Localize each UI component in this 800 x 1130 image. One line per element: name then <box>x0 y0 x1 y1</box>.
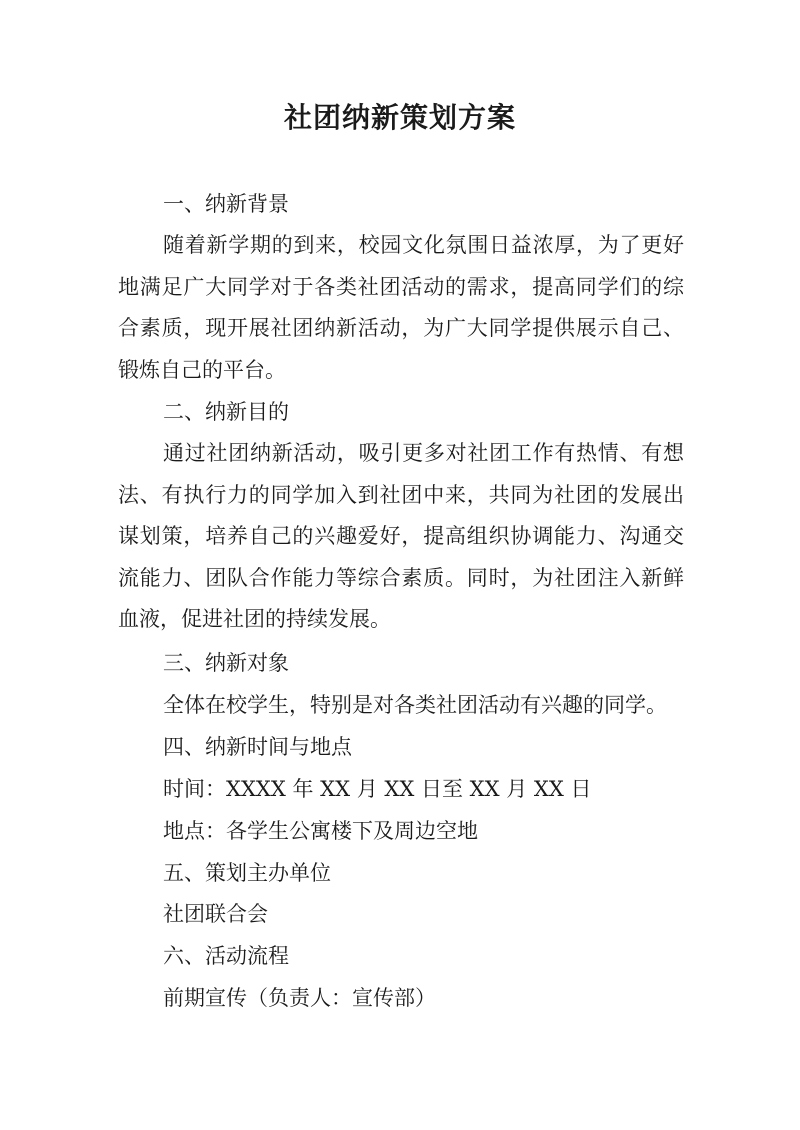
time-text: 时间：XXXX 年 XX 月 XX 日至 XX 月 XX 日 <box>163 777 592 801</box>
section-heading-time-place: 四、纳新时间与地点 <box>163 735 352 759</box>
target-text: 全体在校学生，特别是对各类社团活动有兴趣的同学。 <box>163 693 667 717</box>
organizer-text: 社团联合会 <box>163 902 268 926</box>
section-heading-target: 三、纳新对象 <box>163 651 289 675</box>
section-heading-background: 一、纳新背景 <box>163 192 289 216</box>
section-heading-organizer: 五、策划主办单位 <box>163 861 331 885</box>
paragraph-background: 随着新学期的到来，校园文化氛围日益浓厚，为了更好地满足广大同学对于各类社团活动的需求，提高同学们的综合素质，现开展社团纳新活动，为广大同学提供展示自己、锻炼自己的平台。 <box>118 233 684 382</box>
document-title: 社团纳新策划方案 <box>283 101 516 134</box>
paragraph-purpose: 通过社团纳新活动，吸引更多对社团工作有热情、有想法、有执行力的同学加入到社团中来，共同为社团的发展出谋划策，培养自己的兴趣爱好，提高组织协调能力、沟通交流能力、团队合作能力等综合素质。同时，为社团注入新鲜血液，促进社团的持续发展。 <box>118 441 684 632</box>
process-first-step: 前期宣传（负责人：宣传部） <box>163 986 436 1010</box>
place-text: 地点：各学生公寓楼下及周边空地 <box>163 819 478 843</box>
section-heading-process: 六、活动流程 <box>163 944 289 968</box>
section-heading-purpose: 二、纳新目的 <box>163 400 289 424</box>
